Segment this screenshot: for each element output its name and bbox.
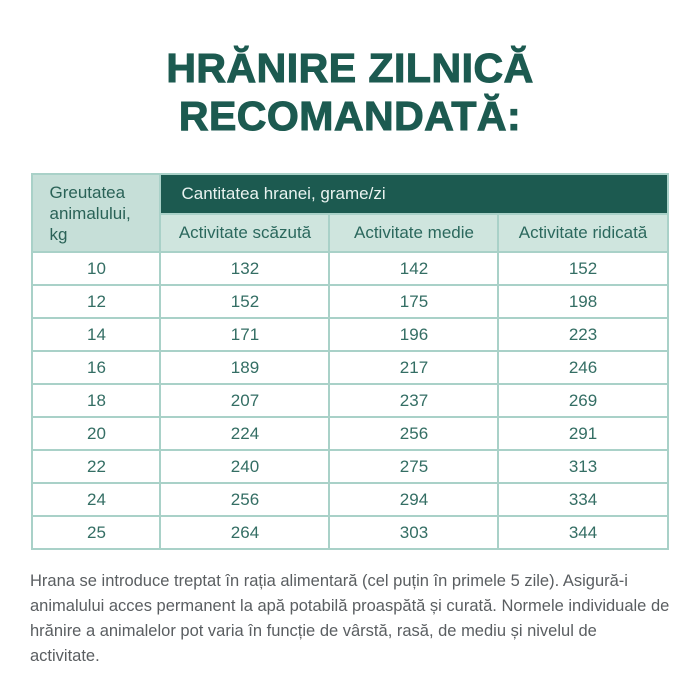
table-row <box>32 285 667 318</box>
value-cell-high: 223 <box>498 318 667 351</box>
value-cell-medium: 294 <box>329 483 498 516</box>
value-cell-low: 171 <box>160 318 329 351</box>
value-cell-high: 198 <box>498 285 667 318</box>
weight-cell: 18 <box>32 384 160 417</box>
activity-header-high: Activitate ridicată <box>498 214 667 252</box>
footer-note: Hrana se introduce treptat în rația alimentară (cel puțin în primele 5 zile). Asigură-i animalului acces permanent la apă potabilă proaspătă și curată. Normele individuale de hrănire a animalelor pot varia în funcție de vârstă, rasă, de mediu și nivelul de activitate. <box>30 572 670 665</box>
quantity-header-cell: Cantitatea hranei, grame/zi <box>160 174 667 214</box>
table-row <box>32 252 667 285</box>
value-cell-medium: 275 <box>329 450 498 483</box>
weight-cell: 16 <box>32 351 160 384</box>
value-cell-low: 189 <box>160 351 329 384</box>
weight-cell: 25 <box>32 516 160 549</box>
value-cell-high: 344 <box>498 516 667 549</box>
table-row <box>32 318 667 351</box>
page-title-line1: HRĂNIRE ZILNICĂ <box>166 45 534 91</box>
weight-cell: 22 <box>32 450 160 483</box>
value-cell-low: 207 <box>160 384 329 417</box>
value-cell-medium: 142 <box>329 252 498 285</box>
value-cell-low: 240 <box>160 450 329 483</box>
activity-header-low: Activitate scăzută <box>160 214 329 252</box>
value-cell-medium: 303 <box>329 516 498 549</box>
weight-cell: 14 <box>32 318 160 351</box>
table-row <box>32 417 667 450</box>
value-cell-high: 246 <box>498 351 667 384</box>
value-cell-high: 291 <box>498 417 667 450</box>
value-cell-low: 132 <box>160 252 329 285</box>
weight-cell: 12 <box>32 285 160 318</box>
value-cell-low: 264 <box>160 516 329 549</box>
value-cell-low: 256 <box>160 483 329 516</box>
value-cell-medium: 256 <box>329 417 498 450</box>
value-cell-medium: 175 <box>329 285 498 318</box>
value-cell-medium: 196 <box>329 318 498 351</box>
value-cell-medium: 217 <box>329 351 498 384</box>
feeding-table <box>31 173 668 550</box>
page-title-line2: RECOMANDATĂ: <box>178 93 522 139</box>
table-row <box>32 384 667 417</box>
value-cell-low: 224 <box>160 417 329 450</box>
weight-cell: 20 <box>32 417 160 450</box>
page-title <box>0 0 700 140</box>
value-cell-high: 313 <box>498 450 667 483</box>
weight-cell: 24 <box>32 483 160 516</box>
weight-header-cell: Greutatea animalului, kg <box>32 174 160 252</box>
value-cell-high: 152 <box>498 252 667 285</box>
value-cell-medium: 237 <box>329 384 498 417</box>
table-row <box>32 483 667 516</box>
value-cell-high: 334 <box>498 483 667 516</box>
weight-cell: 10 <box>32 252 160 285</box>
header-row-top <box>32 174 667 214</box>
table-row <box>32 450 667 483</box>
value-cell-high: 269 <box>498 384 667 417</box>
value-cell-low: 152 <box>160 285 329 318</box>
table-row <box>32 351 667 384</box>
table-row <box>32 516 667 549</box>
activity-header-medium: Activitate medie <box>329 214 498 252</box>
